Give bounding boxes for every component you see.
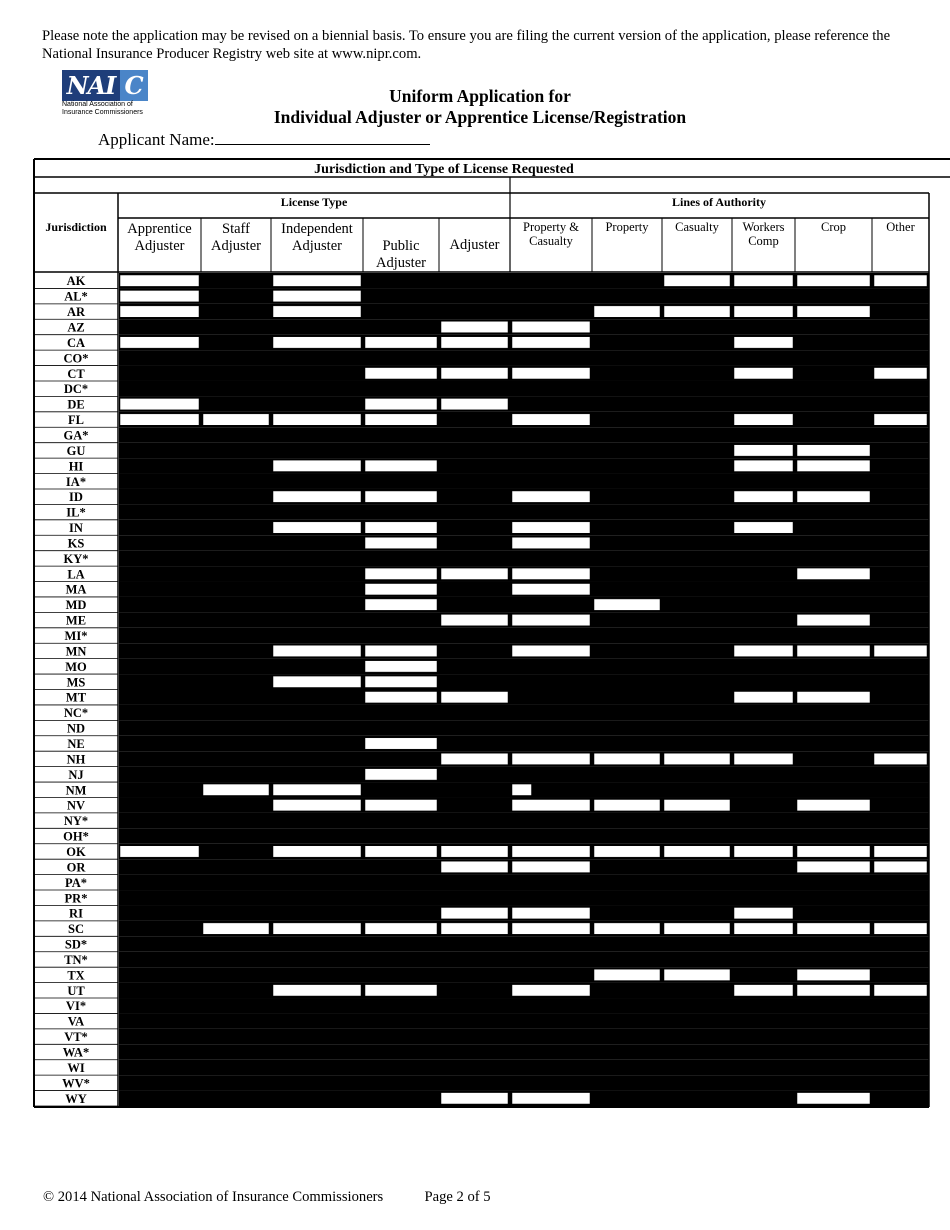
row-fill-WA-star	[119, 1044, 929, 1059]
license-checkbox-AR-8[interactable]	[664, 306, 730, 317]
license-checkbox-RI-9[interactable]	[734, 907, 793, 918]
row-fill-WV-star	[119, 1075, 929, 1090]
column-header-2: Adjuster	[211, 238, 261, 254]
jurisdiction-label: DC*	[63, 382, 89, 397]
license-checkbox-FL-9[interactable]	[734, 414, 793, 425]
license-checkbox-LA-4[interactable]	[365, 568, 437, 579]
license-checkbox-NV-8[interactable]	[664, 799, 730, 810]
license-checkbox-TX-8[interactable]	[664, 969, 730, 980]
license-checkbox-OK-10[interactable]	[797, 846, 870, 857]
license-checkbox-OK-7[interactable]	[594, 846, 660, 857]
license-checkbox-CA-6[interactable]	[512, 337, 590, 348]
jurisdiction-label: ME	[65, 613, 87, 628]
jurisdiction-label: VA	[67, 1014, 85, 1029]
column-header-3: Independent	[281, 221, 353, 237]
license-checkbox-SC-5[interactable]	[441, 923, 508, 934]
jurisdiction-label: PR*	[64, 891, 88, 906]
row-fill-NJ	[119, 767, 929, 782]
row-fill-NY-star	[119, 813, 929, 828]
license-checkbox-NH-7[interactable]	[594, 753, 660, 764]
jurisdiction-label: NC*	[63, 706, 89, 721]
license-checkbox-DE-4[interactable]	[365, 398, 437, 409]
license-checkbox-OR-11[interactable]	[874, 861, 927, 872]
row-fill-DC-star	[119, 381, 929, 396]
license-checkbox-CT-11[interactable]	[874, 368, 927, 379]
license-checkbox-OK-9[interactable]	[734, 846, 793, 857]
license-checkbox-DE-5[interactable]	[441, 398, 508, 409]
column-header-6: Casualty	[529, 234, 573, 248]
license-checkbox-MD-4[interactable]	[365, 599, 437, 610]
license-checkbox-HI-10[interactable]	[797, 460, 870, 471]
license-checkbox-NV-6[interactable]	[512, 799, 590, 810]
license-checkbox-HI-4[interactable]	[365, 460, 437, 471]
license-checkbox-FL-11[interactable]	[874, 414, 927, 425]
license-checkbox-AK-9[interactable]	[734, 275, 793, 286]
footer-copyright: © 2014 National Association of Insurance Commissioners	[43, 1189, 384, 1205]
row-fill-CO-star	[119, 350, 929, 365]
license-checkbox-CA-4[interactable]	[365, 337, 437, 348]
license-checkbox-TX-10[interactable]	[797, 969, 870, 980]
license-checkbox-DE-1[interactable]	[120, 398, 199, 409]
column-header-3: Adjuster	[292, 238, 342, 254]
row-fill-SD-star	[119, 936, 929, 951]
column-header-2: Staff	[222, 221, 250, 237]
row-fill-NE	[119, 736, 929, 751]
license-checkbox-LA-6[interactable]	[512, 568, 590, 579]
column-header-4: Adjuster	[376, 255, 426, 271]
license-checkbox-IN-3[interactable]	[273, 522, 361, 533]
column-header-4: Public	[382, 238, 420, 254]
column-header-6: Property &	[523, 220, 579, 234]
license-checkbox-AR-7[interactable]	[594, 306, 660, 317]
license-checkbox-TX-7[interactable]	[594, 969, 660, 980]
license-checkbox-ID-10[interactable]	[797, 491, 870, 502]
license-checkbox-SC-3[interactable]	[273, 923, 361, 934]
jurisdiction-label: MD	[65, 598, 87, 613]
license-checkbox-MA-4[interactable]	[365, 584, 437, 595]
license-checkbox-NH-11[interactable]	[874, 753, 927, 764]
license-checkbox-MS-4[interactable]	[365, 676, 437, 687]
license-checkbox-OR-5[interactable]	[441, 861, 508, 872]
column-header-9: Workers	[742, 220, 785, 234]
license-checkbox-AK-1[interactable]	[120, 275, 199, 286]
license-checkbox-SC-6[interactable]	[512, 923, 590, 934]
license-checkbox-KS-4[interactable]	[365, 537, 437, 548]
jurisdiction-label: WY	[65, 1091, 87, 1106]
lines-of-authority-group-header: Lines of Authority	[671, 195, 767, 209]
jurisdiction-label: MN	[65, 644, 87, 659]
jurisdiction-label: MO	[65, 659, 87, 674]
license-checkbox-SC-4[interactable]	[365, 923, 437, 934]
jurisdiction-label: IN	[69, 521, 83, 536]
jurisdiction-label: GU	[66, 443, 86, 458]
license-checkbox-MT-9[interactable]	[734, 692, 793, 703]
jurisdiction-label: SC	[68, 922, 84, 937]
jurisdiction-label: UT	[67, 983, 85, 998]
jurisdiction-label: GA*	[63, 428, 89, 443]
license-checkbox-NV-4[interactable]	[365, 799, 437, 810]
license-checkbox-HI-3[interactable]	[273, 460, 361, 471]
license-checkbox-FL-6[interactable]	[512, 414, 590, 425]
column-header-8: Casualty	[675, 220, 719, 234]
license-checkbox-AR-9[interactable]	[734, 306, 793, 317]
license-checkbox-OR-10[interactable]	[797, 861, 870, 872]
license-checkbox-MN-3[interactable]	[273, 645, 361, 656]
jurisdiction-label: MS	[66, 675, 86, 690]
license-checkbox-CA-1[interactable]	[120, 337, 199, 348]
license-checkbox-MN-4[interactable]	[365, 645, 437, 656]
license-checkbox-AR-1[interactable]	[120, 306, 199, 317]
license-checkbox-LA-10[interactable]	[797, 568, 870, 579]
jurisdiction-label: MT	[65, 690, 87, 705]
license-checkbox-FL-1[interactable]	[120, 414, 199, 425]
jurisdiction-label: WA*	[62, 1045, 90, 1060]
license-checkbox-UT-11[interactable]	[874, 985, 927, 996]
license-checkbox-NH-5[interactable]	[441, 753, 508, 764]
column-header-1: Apprentice	[127, 221, 192, 237]
license-checkbox-SC-8[interactable]	[664, 923, 730, 934]
jurisdiction-label: OH*	[63, 829, 89, 844]
jurisdiction-label: NH	[66, 752, 86, 767]
row-fill-PA-star	[119, 875, 929, 890]
license-checkbox-CT-9[interactable]	[734, 368, 793, 379]
jurisdiction-label: WV*	[62, 1076, 90, 1091]
row-fill-DE	[119, 396, 929, 411]
license-checkbox-MN-9[interactable]	[734, 645, 793, 656]
revision-notice: Please note the application may be revised on a biennial basis. To ensure you are filing the current version of the application, please reference the National Insurance Producer Registry web site at www.nipr.com.	[42, 28, 891, 62]
row-fill-IL-star	[119, 504, 929, 519]
license-checkbox-MO-4[interactable]	[365, 661, 437, 672]
row-fill-OH-star	[119, 828, 929, 843]
license-checkbox-CT-4[interactable]	[365, 368, 437, 379]
license-checkbox-WY-10[interactable]	[797, 1093, 870, 1104]
jurisdiction-label: VT*	[64, 1030, 88, 1045]
license-checkbox-SC-10[interactable]	[797, 923, 870, 934]
license-checkbox-NH-9[interactable]	[734, 753, 793, 764]
license-checkbox-ID-9[interactable]	[734, 491, 793, 502]
logo-line-2: Insurance Commissioners	[62, 109, 143, 116]
column-header-5: Adjuster	[449, 237, 500, 253]
license-checkbox-CA-5[interactable]	[441, 337, 508, 348]
license-checkbox-NV-10[interactable]	[797, 799, 870, 810]
license-checkbox-CA-9[interactable]	[734, 337, 793, 348]
jurisdiction-label: VI*	[65, 999, 87, 1014]
jurisdiction-label: OR	[66, 860, 86, 875]
license-checkbox-AK-11[interactable]	[874, 275, 927, 286]
license-checkbox-ID-3[interactable]	[273, 491, 361, 502]
jurisdiction-label: KY*	[63, 551, 89, 566]
row-fill-VA	[119, 1013, 929, 1028]
license-checkbox-MD-7[interactable]	[594, 599, 660, 610]
license-checkbox-ME-5[interactable]	[441, 614, 508, 625]
license-checkbox-MN-6[interactable]	[512, 645, 590, 656]
column-header-7: Property	[605, 220, 649, 234]
jurisdiction-label: SD*	[64, 937, 88, 952]
license-checkbox-HI-9[interactable]	[734, 460, 793, 471]
row-fill-VI-star	[119, 998, 929, 1013]
jurisdiction-label: RI	[69, 906, 83, 921]
jurisdiction-label: NJ	[68, 767, 84, 782]
license-checkbox-GU-9[interactable]	[734, 445, 793, 456]
license-checkbox-OK-11[interactable]	[874, 846, 927, 857]
license-checkbox-LA-5[interactable]	[441, 568, 508, 579]
jurisdiction-label: HI	[68, 459, 84, 474]
license-checkbox-AR-10[interactable]	[797, 306, 870, 317]
license-checkbox-ID-6[interactable]	[512, 491, 590, 502]
form-title-line-2: Individual Adjuster or Apprentice License/Registration	[273, 107, 687, 127]
page-footer	[43, 1189, 491, 1206]
license-checkbox-partial-NM[interactable]	[512, 784, 532, 795]
jurisdiction-label: DE	[67, 397, 85, 412]
license-checkbox-NH-8[interactable]	[664, 753, 730, 764]
row-fill-KY-star	[119, 551, 929, 566]
license-checkbox-NM-3[interactable]	[273, 784, 361, 795]
license-checkbox-IN-6[interactable]	[512, 522, 590, 533]
jurisdiction-label: AL*	[64, 289, 88, 304]
license-checkbox-GU-10[interactable]	[797, 445, 870, 456]
row-fill-VT-star	[119, 1029, 929, 1044]
jurisdiction-label: CO*	[63, 351, 89, 366]
license-checkbox-FL-3[interactable]	[273, 414, 361, 425]
row-fill-MO	[119, 659, 929, 674]
jurisdiction-label: AR	[66, 305, 86, 320]
row-fill-MD	[119, 597, 929, 612]
license-checkbox-SC-7[interactable]	[594, 923, 660, 934]
jurisdiction-header: Jurisdiction	[45, 220, 107, 234]
jurisdiction-label: AK	[66, 274, 86, 289]
jurisdiction-label: IL*	[66, 505, 86, 520]
license-checkbox-CA-3[interactable]	[273, 337, 361, 348]
jurisdiction-label: NV	[66, 798, 86, 813]
jurisdiction-label: ID	[69, 490, 83, 505]
column-header-1: Adjuster	[134, 238, 185, 254]
jurisdiction-label: TX	[67, 968, 85, 983]
form-title-line-1: Uniform Application for	[389, 86, 571, 106]
jurisdiction-label: ND	[66, 721, 86, 736]
row-fill-MS	[119, 674, 929, 689]
column-header-9: Comp	[748, 234, 779, 248]
license-checkbox-OK-1[interactable]	[120, 846, 199, 857]
license-checkbox-OK-3[interactable]	[273, 846, 361, 857]
license-checkbox-NM-2[interactable]	[203, 784, 269, 795]
license-checkbox-UT-6[interactable]	[512, 985, 590, 996]
naic-logo: NAI C National Association of Insurance Commissioners	[62, 70, 150, 122]
license-checkbox-AL-star-3[interactable]	[273, 290, 361, 301]
license-checkbox-CT-6[interactable]	[512, 368, 590, 379]
row-fill-IA-star	[119, 474, 929, 489]
license-checkbox-OK-4[interactable]	[365, 846, 437, 857]
license-checkbox-CT-5[interactable]	[441, 368, 508, 379]
logo-line-1: National Association of	[62, 101, 133, 108]
license-checkbox-NV-3[interactable]	[273, 799, 361, 810]
license-checkbox-NJ-4[interactable]	[365, 769, 437, 780]
jurisdiction-label: CT	[67, 366, 85, 381]
license-checkbox-FL-4[interactable]	[365, 414, 437, 425]
jurisdiction-label: MI*	[64, 629, 88, 644]
license-checkbox-KS-6[interactable]	[512, 537, 590, 548]
jurisdiction-label: OK	[66, 844, 86, 859]
license-checkbox-NH-6[interactable]	[512, 753, 590, 764]
license-checkbox-IN-4[interactable]	[365, 522, 437, 533]
license-checkbox-RI-5[interactable]	[441, 907, 508, 918]
license-checkbox-RI-6[interactable]	[512, 907, 590, 918]
jurisdiction-label: MA	[65, 582, 87, 597]
row-fill-ND	[119, 720, 929, 735]
license-checkbox-AK-8[interactable]	[664, 275, 730, 286]
license-checkbox-UT-3[interactable]	[273, 985, 361, 996]
jurisdiction-label: PA*	[65, 875, 87, 890]
license-checkbox-MT-5[interactable]	[441, 692, 508, 703]
license-checkbox-NE-4[interactable]	[365, 738, 437, 749]
jurisdiction-label: WI	[67, 1060, 85, 1075]
license-checkbox-WY-6[interactable]	[512, 1093, 590, 1104]
applicant-name-label: Applicant Name:	[98, 130, 215, 149]
license-checkbox-OK-8[interactable]	[664, 846, 730, 857]
jurisdiction-label: LA	[67, 567, 85, 582]
license-checkbox-MN-11[interactable]	[874, 645, 927, 656]
license-checkbox-OR-6[interactable]	[512, 861, 590, 872]
license-checkbox-NV-7[interactable]	[594, 799, 660, 810]
row-fill-GA-star	[119, 427, 929, 442]
license-checkbox-AK-3[interactable]	[273, 275, 361, 286]
table-caption: Jurisdiction and Type of License Requested	[314, 162, 574, 177]
license-checkbox-WY-5[interactable]	[441, 1093, 508, 1104]
license-checkbox-SC-9[interactable]	[734, 923, 793, 934]
jurisdiction-label: FL	[68, 413, 84, 428]
jurisdiction-label: IA*	[65, 474, 87, 489]
license-checkbox-IN-9[interactable]	[734, 522, 793, 533]
license-checkbox-ME-6[interactable]	[512, 614, 590, 625]
license-checkbox-MA-6[interactable]	[512, 584, 590, 595]
row-fill-TN-star	[119, 952, 929, 967]
jurisdiction-label: NM	[65, 783, 87, 798]
license-checkbox-OK-6[interactable]	[512, 846, 590, 857]
column-header-10: Crop	[821, 220, 846, 234]
jurisdiction-label: KS	[67, 536, 85, 551]
column-header-11: Other	[886, 220, 915, 234]
jurisdiction-label: CA	[66, 335, 86, 350]
jurisdiction-label: TN*	[64, 952, 88, 967]
row-fill-MI-star	[119, 628, 929, 643]
license-checkbox-UT-9[interactable]	[734, 985, 793, 996]
license-checkbox-AK-10[interactable]	[797, 275, 870, 286]
license-checkbox-AZ-5[interactable]	[441, 321, 508, 332]
license-checkbox-ID-4[interactable]	[365, 491, 437, 502]
license-checkbox-OK-5[interactable]	[441, 846, 508, 857]
license-checkbox-AR-3[interactable]	[273, 306, 361, 317]
license-checkbox-MS-3[interactable]	[273, 676, 361, 687]
row-fill-PR-star	[119, 890, 929, 905]
row-fill-WI	[119, 1060, 929, 1075]
jurisdiction-label: NE	[67, 736, 85, 751]
license-checkbox-UT-10[interactable]	[797, 985, 870, 996]
license-checkbox-AL-star-1[interactable]	[120, 290, 199, 301]
license-checkbox-AZ-6[interactable]	[512, 321, 590, 332]
license-checkbox-ME-10[interactable]	[797, 614, 870, 625]
row-fill-AL-star	[119, 288, 929, 303]
license-checkbox-MT-10[interactable]	[797, 692, 870, 703]
license-type-group-header: License Type	[280, 195, 348, 209]
license-checkbox-MN-10[interactable]	[797, 645, 870, 656]
license-checkbox-SC-11[interactable]	[874, 923, 927, 934]
license-checkbox-MT-4[interactable]	[365, 692, 437, 703]
row-fill-NC-star	[119, 705, 929, 720]
jurisdiction-label: NY*	[63, 814, 89, 829]
license-checkbox-SC-2[interactable]	[203, 923, 269, 934]
license-checkbox-UT-4[interactable]	[365, 985, 437, 996]
jurisdiction-label: AZ	[67, 320, 85, 335]
license-checkbox-FL-2[interactable]	[203, 414, 269, 425]
footer-page-number: Page 2 of 5	[424, 1189, 491, 1205]
